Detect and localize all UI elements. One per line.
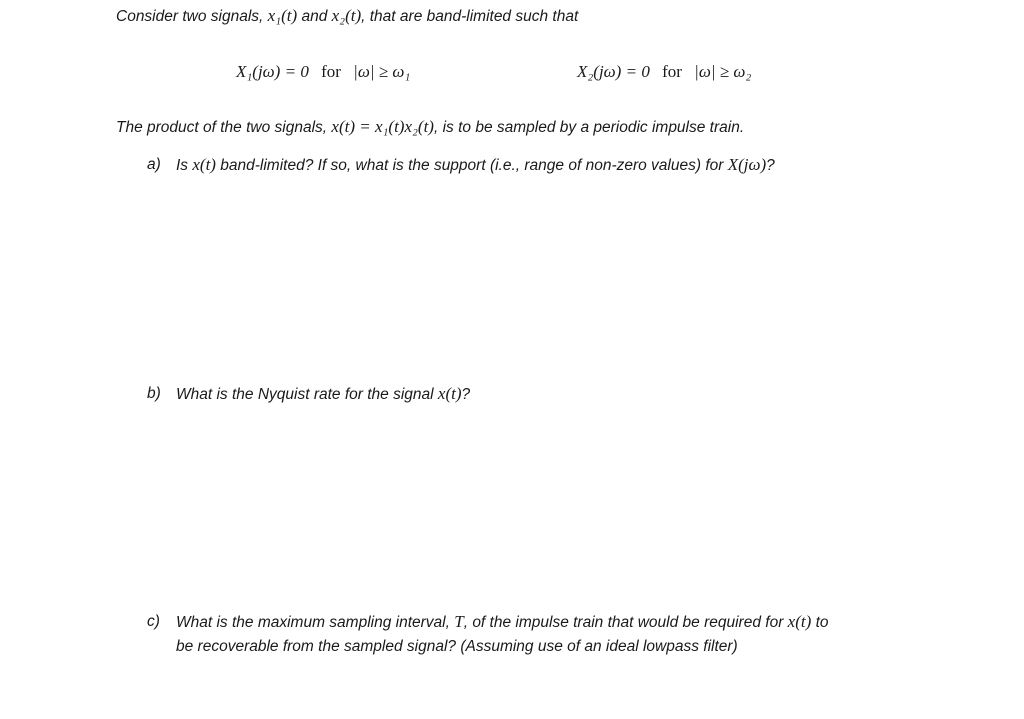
question-c-math-1: T <box>454 612 464 631</box>
question-c-part-3: to <box>811 614 829 631</box>
question-a-label: a) <box>147 156 161 173</box>
equation-1-for: for <box>321 62 341 81</box>
product-prefix: The product of the two signals, <box>116 119 332 136</box>
question-b-math-1: x(t) <box>437 384 462 403</box>
intro-suffix: , that are band-limited such that <box>361 8 579 25</box>
question-c-text-line-2: be recoverable from the sampled signal? (Assuming use of an ideal lowpass filter) <box>176 638 738 655</box>
question-b-label: b) <box>147 385 161 402</box>
question-a-part-1: Is <box>176 157 193 174</box>
intro-and: and <box>297 8 332 25</box>
question-a-math-2: X(jω) <box>727 155 767 174</box>
intro-signal-2: x₂(t) <box>331 6 362 25</box>
question-c-part-2: , of the impulse train that would be required for <box>463 614 788 631</box>
equation-2 <box>577 61 751 83</box>
question-c-text-line-1 <box>176 609 829 635</box>
product-suffix: , is to be sampled by a periodic impulse train. <box>433 119 745 136</box>
question-a-text <box>176 152 775 178</box>
equation-2-for: for <box>662 62 682 81</box>
question-b-part-2: ? <box>461 386 471 403</box>
question-c-math-2: x(t) <box>787 612 812 631</box>
question-a-part-2: band-limited? If so, what is the support (i.e., range of non-zero values) for <box>215 157 728 174</box>
equation-1-lhs: X₁(jω) = 0 <box>236 62 309 81</box>
equation-2-lhs: X₂(jω) = 0 <box>577 62 650 81</box>
question-b-part-1: What is the Nyquist rate for the signal <box>176 386 438 403</box>
equation-2-condition: |ω| ≥ ω₂ <box>694 62 752 81</box>
intro-prefix: Consider two signals, <box>116 8 268 25</box>
question-c-label: c) <box>147 613 160 630</box>
intro-line <box>116 6 578 27</box>
question-c-part-1: What is the maximum sampling interval, <box>176 614 455 631</box>
question-b-text <box>176 381 470 407</box>
equation-1-condition: |ω| ≥ ω₁ <box>353 62 411 81</box>
question-a-part-3: ? <box>766 157 775 174</box>
product-line <box>116 117 744 138</box>
intro-signal-1: x₁(t) <box>267 6 298 25</box>
equation-1 <box>236 61 410 83</box>
question-a-math-1: x(t) <box>192 155 216 174</box>
product-expression: x(t) = x₁(t)x₂(t) <box>331 117 434 136</box>
